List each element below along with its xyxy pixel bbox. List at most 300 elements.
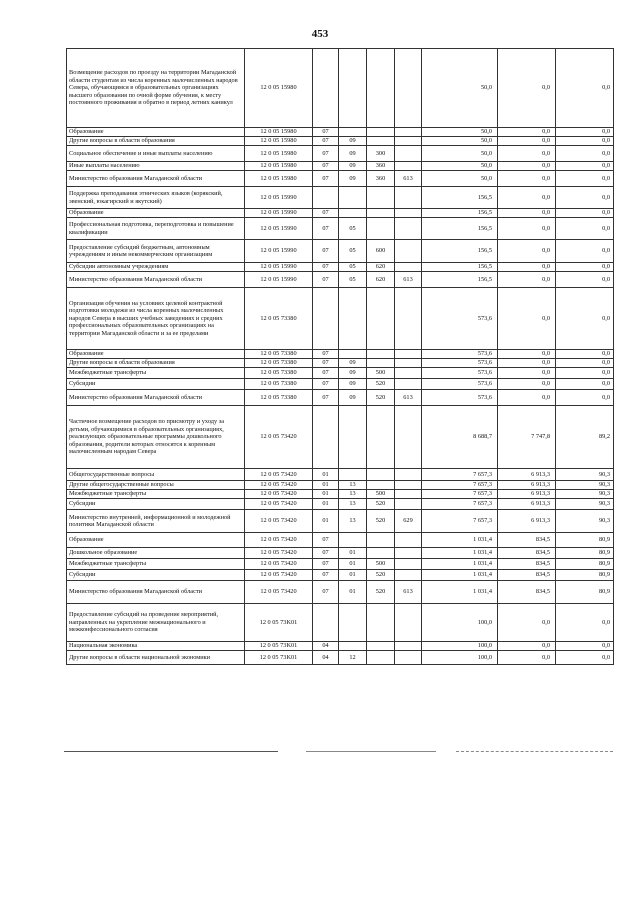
cell-section: 07 — [313, 390, 339, 406]
cell-approved-amount: 100,0 — [422, 651, 498, 665]
cell-execution-percent: 0,0 — [556, 187, 614, 209]
cell-name: Национальная экономика — [67, 642, 245, 651]
cell-expense-type — [367, 406, 395, 469]
cell-ministry-code — [395, 499, 422, 510]
cell-approved-amount: 1 031,4 — [422, 533, 498, 548]
table-row — [67, 263, 614, 272]
table-row — [67, 146, 614, 162]
cell-expense-type — [367, 137, 395, 146]
cell-target-code: 12 0 05 73420 — [245, 570, 313, 581]
cell-executed-amount: 0,0 — [498, 604, 556, 642]
cell-target-code: 12 0 05 73380 — [245, 390, 313, 406]
cell-expense-type — [367, 481, 395, 490]
cell-executed-amount: 0,0 — [498, 218, 556, 240]
cell-section: 07 — [313, 548, 339, 559]
cell-approved-amount: 7 657,3 — [422, 490, 498, 499]
table-row — [67, 604, 614, 642]
cell-approved-amount: 573,6 — [422, 368, 498, 379]
cell-name: Министерство внутренней, информационной и молодежной политики Магаданской области — [67, 510, 245, 533]
cell-approved-amount: 1 031,4 — [422, 559, 498, 570]
cell-executed-amount: 0,0 — [498, 368, 556, 379]
cell-approved-amount: 50,0 — [422, 146, 498, 162]
cell-section: 07 — [313, 350, 339, 359]
cell-expense-type: 520 — [367, 581, 395, 604]
cell-subsection: 01 — [339, 548, 367, 559]
cell-name: Другие вопросы в области национальной экономики — [67, 651, 245, 665]
cell-name: Межбюджетные трансферты — [67, 559, 245, 570]
cell-name: Министерство образования Магаданской области — [67, 272, 245, 288]
cell-execution-percent: 0,0 — [556, 162, 614, 171]
table-row — [67, 469, 614, 481]
cell-expense-type: 360 — [367, 162, 395, 171]
cell-name: Субсидии — [67, 499, 245, 510]
cell-section: 07 — [313, 359, 339, 368]
cell-expense-type — [367, 209, 395, 218]
cell-execution-percent: 0,0 — [556, 263, 614, 272]
cell-subsection: 12 — [339, 651, 367, 665]
table-row — [67, 162, 614, 171]
cell-target-code: 12 0 05 15980 — [245, 171, 313, 187]
cell-execution-percent: 0,0 — [556, 272, 614, 288]
cell-expense-type: 600 — [367, 240, 395, 263]
cell-expense-type: 500 — [367, 368, 395, 379]
cell-ministry-code — [395, 559, 422, 570]
cell-name: Образование — [67, 209, 245, 218]
cell-target-code: 12 0 05 15980 — [245, 49, 313, 128]
cell-executed-amount: 0,0 — [498, 390, 556, 406]
cell-subsection: 09 — [339, 146, 367, 162]
cell-approved-amount: 7 657,3 — [422, 510, 498, 533]
cell-execution-percent: 0,0 — [556, 171, 614, 187]
cell-execution-percent: 90,3 — [556, 490, 614, 499]
cell-approved-amount: 1 031,4 — [422, 570, 498, 581]
cell-target-code: 12 0 05 73420 — [245, 499, 313, 510]
cell-target-code: 12 0 05 15980 — [245, 146, 313, 162]
cell-target-code: 12 0 05 15990 — [245, 218, 313, 240]
cell-section: 04 — [313, 651, 339, 665]
cell-target-code: 12 0 05 73380 — [245, 350, 313, 359]
cell-subsection — [339, 406, 367, 469]
cell-execution-percent: 89,2 — [556, 406, 614, 469]
cell-approved-amount: 50,0 — [422, 49, 498, 128]
table-row — [67, 368, 614, 379]
cell-approved-amount: 156,5 — [422, 218, 498, 240]
cell-execution-percent: 0,0 — [556, 368, 614, 379]
table-row — [67, 642, 614, 651]
cell-section: 07 — [313, 263, 339, 272]
cell-expense-type: 360 — [367, 171, 395, 187]
cell-ministry-code — [395, 49, 422, 128]
cell-executed-amount: 0,0 — [498, 288, 556, 350]
cell-executed-amount: 834,5 — [498, 559, 556, 570]
cell-expense-type: 520 — [367, 499, 395, 510]
cell-section: 07 — [313, 533, 339, 548]
cell-expense-type: 520 — [367, 390, 395, 406]
cell-execution-percent: 80,9 — [556, 581, 614, 604]
cell-execution-percent: 0,0 — [556, 288, 614, 350]
page-number: 453 — [311, 28, 329, 40]
cell-section: 07 — [313, 581, 339, 604]
cell-ministry-code — [395, 604, 422, 642]
cell-approved-amount: 50,0 — [422, 171, 498, 187]
cell-target-code: 12 0 05 15980 — [245, 162, 313, 171]
footer-rule-left — [64, 751, 278, 752]
cell-subsection: 09 — [339, 162, 367, 171]
cell-name: Возмещение расходов по проезду на территории Магаданской области студентам из числа коренных малочисленных народов Севера, обучающимся в образовательных организациях высшего образования по очной форме обучения, к месту постоянного проживания и обратно в период летних каникул — [67, 49, 245, 128]
cell-name: Другие вопросы в области образования — [67, 359, 245, 368]
cell-target-code: 12 0 05 15990 — [245, 272, 313, 288]
cell-subsection: 05 — [339, 240, 367, 263]
cell-name: Министерство образования Магаданской области — [67, 581, 245, 604]
cell-subsection: 13 — [339, 510, 367, 533]
table-row — [67, 137, 614, 146]
cell-ministry-code — [395, 406, 422, 469]
cell-execution-percent: 90,3 — [556, 481, 614, 490]
cell-execution-percent: 90,3 — [556, 469, 614, 481]
cell-subsection: 13 — [339, 499, 367, 510]
cell-section: 07 — [313, 162, 339, 171]
cell-target-code: 12 0 05 73420 — [245, 581, 313, 604]
cell-name: Министерство образования Магаданской области — [67, 390, 245, 406]
footer-rule-middle — [306, 751, 436, 752]
cell-section — [313, 288, 339, 350]
cell-ministry-code — [395, 651, 422, 665]
cell-approved-amount: 8 688,7 — [422, 406, 498, 469]
table-row — [67, 350, 614, 359]
cell-execution-percent: 90,3 — [556, 510, 614, 533]
cell-executed-amount: 0,0 — [498, 350, 556, 359]
cell-name: Организация обучения на условиях целевой контрактной подготовки молодежи из числа коренных малочисленных народов Севера в высших учебных заведениях и средних профессиональных образовательных организациях на территории Магаданской области и за ее пределами — [67, 288, 245, 350]
cell-subsection: 05 — [339, 263, 367, 272]
cell-section: 07 — [313, 368, 339, 379]
table-row — [67, 49, 614, 128]
cell-expense-type — [367, 128, 395, 137]
cell-section: 07 — [313, 272, 339, 288]
cell-ministry-code — [395, 350, 422, 359]
cell-ministry-code: 613 — [395, 171, 422, 187]
cell-expense-type: 500 — [367, 559, 395, 570]
cell-approved-amount: 50,0 — [422, 162, 498, 171]
cell-ministry-code: 613 — [395, 390, 422, 406]
cell-executed-amount: 0,0 — [498, 379, 556, 390]
table-row — [67, 218, 614, 240]
cell-target-code: 12 0 05 73420 — [245, 406, 313, 469]
cell-section — [313, 604, 339, 642]
cell-name: Общегосударственные вопросы — [67, 469, 245, 481]
cell-expense-type: 620 — [367, 263, 395, 272]
cell-section: 04 — [313, 642, 339, 651]
cell-ministry-code — [395, 379, 422, 390]
cell-approved-amount: 573,6 — [422, 379, 498, 390]
cell-name: Межбюджетные трансферты — [67, 490, 245, 499]
cell-target-code: 12 0 05 15980 — [245, 128, 313, 137]
cell-subsection: 13 — [339, 490, 367, 499]
cell-target-code: 12 0 05 73380 — [245, 368, 313, 379]
cell-ministry-code — [395, 187, 422, 209]
table-row — [67, 288, 614, 350]
cell-approved-amount: 50,0 — [422, 128, 498, 137]
table-row — [67, 390, 614, 406]
cell-expense-type: 520 — [367, 570, 395, 581]
table-row — [67, 490, 614, 499]
table-row — [67, 272, 614, 288]
cell-ministry-code — [395, 481, 422, 490]
cell-approved-amount: 1 031,4 — [422, 581, 498, 604]
cell-target-code: 12 0 05 73420 — [245, 469, 313, 481]
cell-ministry-code — [395, 162, 422, 171]
table-row — [67, 559, 614, 570]
cell-target-code: 12 0 05 73420 — [245, 510, 313, 533]
cell-execution-percent: 90,3 — [556, 499, 614, 510]
cell-section: 07 — [313, 146, 339, 162]
cell-execution-percent: 80,9 — [556, 559, 614, 570]
cell-target-code: 12 0 05 73380 — [245, 288, 313, 350]
cell-section: 01 — [313, 490, 339, 499]
cell-ministry-code — [395, 137, 422, 146]
cell-subsection: 13 — [339, 481, 367, 490]
cell-name: Другие общегосударственные вопросы — [67, 481, 245, 490]
cell-execution-percent: 0,0 — [556, 209, 614, 218]
cell-execution-percent: 80,9 — [556, 570, 614, 581]
cell-target-code: 12 0 05 73K01 — [245, 642, 313, 651]
cell-ministry-code — [395, 368, 422, 379]
budget-table — [66, 48, 614, 665]
cell-section: 07 — [313, 128, 339, 137]
cell-section: 01 — [313, 481, 339, 490]
cell-ministry-code — [395, 642, 422, 651]
cell-executed-amount: 0,0 — [498, 651, 556, 665]
cell-executed-amount: 0,0 — [498, 187, 556, 209]
cell-target-code: 12 0 05 15990 — [245, 209, 313, 218]
cell-approved-amount: 156,5 — [422, 263, 498, 272]
cell-name: Субсидии — [67, 570, 245, 581]
cell-expense-type: 520 — [367, 510, 395, 533]
cell-executed-amount: 0,0 — [498, 128, 556, 137]
cell-approved-amount: 573,6 — [422, 359, 498, 368]
cell-subsection — [339, 49, 367, 128]
cell-expense-type — [367, 469, 395, 481]
cell-subsection: 09 — [339, 379, 367, 390]
cell-name: Межбюджетные трансферты — [67, 368, 245, 379]
cell-executed-amount: 0,0 — [498, 272, 556, 288]
table-row — [67, 510, 614, 533]
cell-executed-amount: 0,0 — [498, 171, 556, 187]
cell-target-code: 12 0 05 73380 — [245, 359, 313, 368]
cell-name: Образование — [67, 128, 245, 137]
cell-subsection: 09 — [339, 359, 367, 368]
cell-target-code: 12 0 05 15990 — [245, 263, 313, 272]
cell-execution-percent: 0,0 — [556, 642, 614, 651]
cell-section: 07 — [313, 570, 339, 581]
cell-subsection: 05 — [339, 272, 367, 288]
cell-section — [313, 187, 339, 209]
cell-expense-type — [367, 187, 395, 209]
table-row — [67, 187, 614, 209]
cell-executed-amount: 0,0 — [498, 146, 556, 162]
cell-ministry-code — [395, 469, 422, 481]
cell-execution-percent: 0,0 — [556, 379, 614, 390]
cell-approved-amount: 156,5 — [422, 187, 498, 209]
cell-execution-percent: 0,0 — [556, 651, 614, 665]
table-row — [67, 499, 614, 510]
table-row — [67, 570, 614, 581]
cell-ministry-code — [395, 146, 422, 162]
cell-expense-type — [367, 604, 395, 642]
cell-executed-amount: 6 913,3 — [498, 510, 556, 533]
table-row — [67, 581, 614, 604]
cell-section: 01 — [313, 469, 339, 481]
cell-name: Субсидии — [67, 379, 245, 390]
cell-ministry-code — [395, 359, 422, 368]
cell-execution-percent: 0,0 — [556, 604, 614, 642]
cell-section — [313, 49, 339, 128]
cell-target-code: 12 0 05 73K01 — [245, 651, 313, 665]
cell-target-code: 12 0 05 15980 — [245, 137, 313, 146]
cell-executed-amount: 0,0 — [498, 162, 556, 171]
cell-execution-percent: 0,0 — [556, 146, 614, 162]
cell-name: Министерство образования Магаданской области — [67, 171, 245, 187]
cell-executed-amount: 6 913,3 — [498, 481, 556, 490]
cell-approved-amount: 7 657,3 — [422, 499, 498, 510]
cell-target-code: 12 0 05 73K01 — [245, 604, 313, 642]
cell-subsection — [339, 642, 367, 651]
table-row — [67, 240, 614, 263]
cell-expense-type: 300 — [367, 146, 395, 162]
cell-executed-amount: 0,0 — [498, 359, 556, 368]
cell-ministry-code — [395, 288, 422, 350]
cell-execution-percent: 80,9 — [556, 533, 614, 548]
cell-subsection — [339, 187, 367, 209]
cell-section: 07 — [313, 171, 339, 187]
cell-execution-percent: 0,0 — [556, 218, 614, 240]
table-row — [67, 359, 614, 368]
cell-approved-amount: 573,6 — [422, 390, 498, 406]
cell-name: Субсидии автономным учреждениям — [67, 263, 245, 272]
cell-expense-type — [367, 533, 395, 548]
cell-execution-percent: 0,0 — [556, 359, 614, 368]
footer-rule-right — [456, 751, 613, 752]
cell-approved-amount: 156,5 — [422, 240, 498, 263]
cell-ministry-code — [395, 533, 422, 548]
cell-executed-amount: 834,5 — [498, 570, 556, 581]
cell-approved-amount: 50,0 — [422, 137, 498, 146]
cell-execution-percent: 0,0 — [556, 240, 614, 263]
cell-executed-amount: 6 913,3 — [498, 490, 556, 499]
table-row — [67, 379, 614, 390]
cell-name: Частичное возмещение расходов по присмотру и уходу за детьми, обучающимися в образовательных организациях, реализующих образовательные программы дошкольного образования, родители которых относятся к коренным малочисленным народам Севера — [67, 406, 245, 469]
cell-executed-amount: 0,0 — [498, 209, 556, 218]
cell-ministry-code — [395, 218, 422, 240]
cell-subsection: 01 — [339, 559, 367, 570]
cell-name: Предоставление субсидий на проведение мероприятий, направленных на укрепление межнационального и межконфессионального согласия — [67, 604, 245, 642]
cell-subsection — [339, 533, 367, 548]
cell-subsection: 09 — [339, 390, 367, 406]
cell-section: 07 — [313, 379, 339, 390]
cell-name: Другие вопросы в области образования — [67, 137, 245, 146]
cell-ministry-code — [395, 490, 422, 499]
table-row — [67, 651, 614, 665]
cell-name: Предоставление субсидий бюджетным, автономным учреждениям и иным некоммерческим организациям — [67, 240, 245, 263]
cell-name: Социальное обеспечение и иные выплаты населению — [67, 146, 245, 162]
cell-executed-amount: 0,0 — [498, 263, 556, 272]
cell-approved-amount: 573,6 — [422, 350, 498, 359]
cell-execution-percent: 0,0 — [556, 390, 614, 406]
cell-target-code: 12 0 05 73420 — [245, 481, 313, 490]
cell-ministry-code: 613 — [395, 581, 422, 604]
cell-name: Поддержка преподавания этнических языков (корякский, эвенский, юкагирский и якутский) — [67, 187, 245, 209]
cell-execution-percent: 0,0 — [556, 128, 614, 137]
cell-expense-type: 500 — [367, 490, 395, 499]
cell-execution-percent: 80,9 — [556, 548, 614, 559]
cell-section: 07 — [313, 218, 339, 240]
table-row — [67, 548, 614, 559]
cell-section: 01 — [313, 510, 339, 533]
cell-target-code: 12 0 05 15990 — [245, 240, 313, 263]
cell-expense-type — [367, 350, 395, 359]
cell-executed-amount: 0,0 — [498, 642, 556, 651]
cell-subsection: 05 — [339, 218, 367, 240]
cell-approved-amount: 573,6 — [422, 288, 498, 350]
cell-subsection — [339, 209, 367, 218]
table-body — [67, 49, 614, 665]
cell-executed-amount: 0,0 — [498, 49, 556, 128]
cell-executed-amount: 6 913,3 — [498, 469, 556, 481]
cell-section: 07 — [313, 559, 339, 570]
cell-target-code: 12 0 05 73420 — [245, 548, 313, 559]
cell-expense-type: 620 — [367, 272, 395, 288]
cell-ministry-code — [395, 240, 422, 263]
cell-executed-amount: 0,0 — [498, 137, 556, 146]
cell-ministry-code — [395, 128, 422, 137]
cell-approved-amount: 100,0 — [422, 604, 498, 642]
cell-expense-type — [367, 288, 395, 350]
cell-subsection: 01 — [339, 570, 367, 581]
cell-subsection — [339, 128, 367, 137]
table-row — [67, 209, 614, 218]
cell-executed-amount: 834,5 — [498, 533, 556, 548]
cell-approved-amount: 7 657,3 — [422, 481, 498, 490]
cell-executed-amount: 834,5 — [498, 548, 556, 559]
cell-execution-percent: 0,0 — [556, 49, 614, 128]
cell-subsection: 01 — [339, 581, 367, 604]
cell-target-code: 12 0 05 73420 — [245, 559, 313, 570]
cell-ministry-code — [395, 570, 422, 581]
cell-section — [313, 406, 339, 469]
cell-executed-amount: 7 747,8 — [498, 406, 556, 469]
cell-approved-amount: 1 031,4 — [422, 548, 498, 559]
cell-approved-amount: 156,5 — [422, 272, 498, 288]
table-row — [67, 128, 614, 137]
cell-subsection — [339, 350, 367, 359]
cell-approved-amount: 100,0 — [422, 642, 498, 651]
cell-target-code: 12 0 05 73420 — [245, 533, 313, 548]
cell-subsection — [339, 469, 367, 481]
table-row — [67, 406, 614, 469]
cell-expense-type — [367, 548, 395, 559]
cell-expense-type — [367, 651, 395, 665]
cell-target-code: 12 0 05 15990 — [245, 187, 313, 209]
table-row — [67, 481, 614, 490]
cell-expense-type — [367, 218, 395, 240]
cell-subsection: 09 — [339, 171, 367, 187]
cell-target-code: 12 0 05 73420 — [245, 490, 313, 499]
cell-section: 07 — [313, 137, 339, 146]
cell-section: 07 — [313, 209, 339, 218]
cell-name: Образование — [67, 533, 245, 548]
cell-name: Профессиональная подготовка, переподготовка и повышение квалификации — [67, 218, 245, 240]
table-row — [67, 171, 614, 187]
cell-execution-percent: 0,0 — [556, 137, 614, 146]
